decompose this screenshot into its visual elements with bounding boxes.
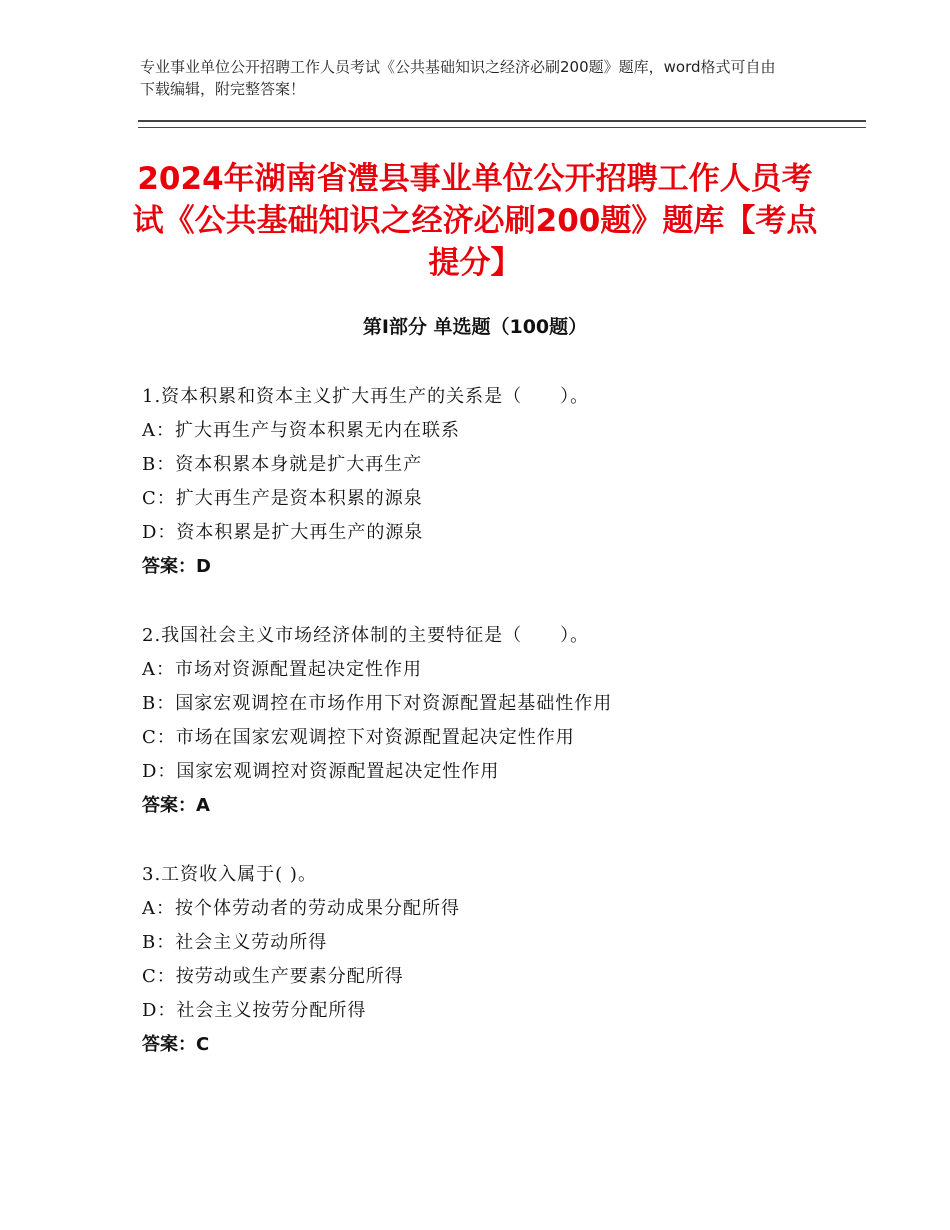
option-a: A：扩大再生产与资本积累无内在联系 (142, 420, 460, 441)
question-stem: 1.资本积累和资本主义扩大再生产的关系是（ ）。 (142, 386, 590, 407)
question-list (142, 380, 842, 1097)
answer-line: 答案：A (142, 795, 210, 816)
answer-line: 答案：C (142, 1034, 210, 1055)
option-a: A：市场对资源配置起决定性作用 (142, 659, 422, 680)
option-c: C：市场在国家宏观调控下对资源配置起决定性作用 (142, 727, 575, 748)
section-heading: 第Ⅰ部分 单选题（100题） (362, 316, 588, 338)
option-c: C：扩大再生产是资本积累的源泉 (142, 488, 423, 509)
question-stem: 2.我国社会主义市场经济体制的主要特征是（ ）。 (142, 625, 590, 646)
header-divider (138, 120, 866, 128)
option-d: D：国家宏观调控对资源配置起决定性作用 (142, 761, 500, 782)
question-2 (142, 619, 842, 823)
option-d: D：资本积累是扩大再生产的源泉 (142, 522, 424, 543)
option-b: B：社会主义劳动所得 (142, 932, 328, 953)
answer-line: 答案：D (142, 556, 211, 577)
option-b: B：资本积累本身就是扩大再生产 (142, 454, 423, 475)
option-c: C：按劳动或生产要素分配所得 (142, 966, 404, 987)
page-header-note: 专业事业单位公开招聘工作人员考试《公共基础知识之经济必刷200题》题库，word格式可自由下载编辑，附完整答案！ (140, 58, 776, 98)
question-stem: 3.工资收入属于( )。 (142, 864, 317, 885)
document-title: 2024年湖南省澧县事业单位公开招聘工作人员考试《公共基础知识之经济必刷200题》题库【考点提分】 (132, 161, 818, 281)
option-a: A：按个体劳动者的劳动成果分配所得 (142, 898, 460, 919)
option-d: D：社会主义按劳分配所得 (142, 1000, 367, 1021)
question-3 (142, 858, 842, 1062)
option-b: B：国家宏观调控在市场作用下对资源配置起基础性作用 (142, 693, 613, 714)
question-1 (142, 380, 842, 584)
